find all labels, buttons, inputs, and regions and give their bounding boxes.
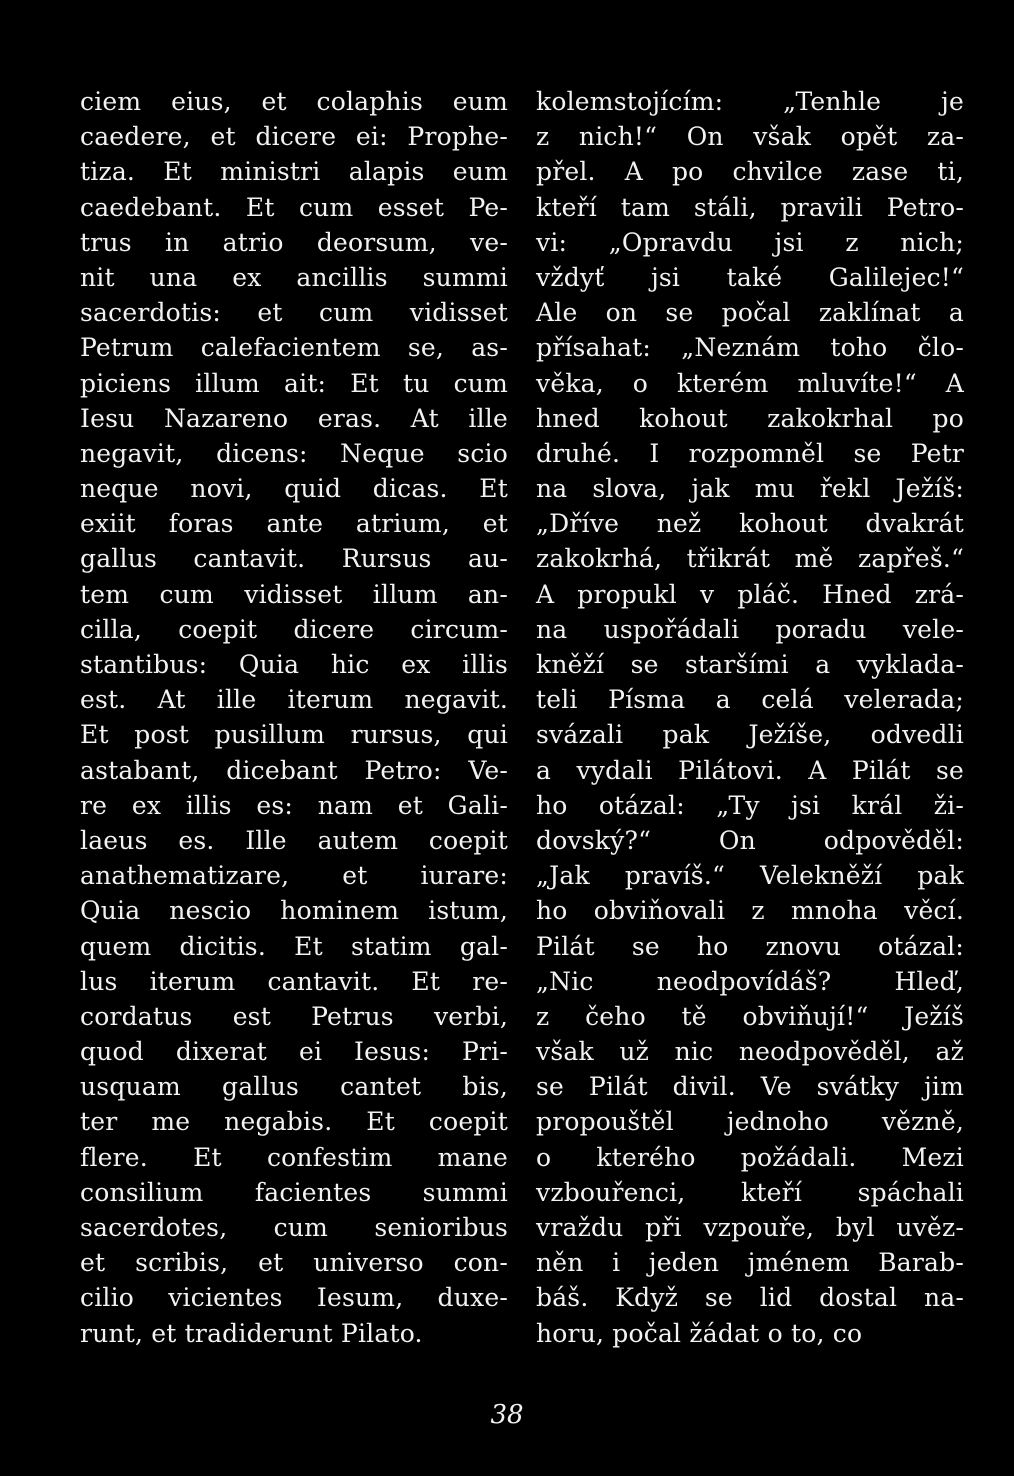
text-line: báš. Když se lid dostal na-: [536, 1283, 964, 1313]
text-line: vždyť jsi také Galilejec!“: [536, 262, 964, 292]
text-line: kněží se staršími a vyklada-: [536, 650, 964, 679]
text-line: z nich!“ On však opět za-: [536, 122, 964, 152]
text-line: piciens illum ait: Et tu cum: [80, 368, 508, 398]
text-line: a vydali Pilátovi. A Pilát se: [536, 755, 964, 785]
text-line: o kterého požádali. Mezi: [536, 1142, 964, 1172]
text-line: laeus es. Ille autem coepit: [80, 825, 508, 855]
text-line: negavit, dicens: Neque scio: [80, 438, 508, 468]
text-line: lus iterum cantavit. Et re-: [80, 966, 508, 996]
text-line: Quia nescio hominem istum,: [80, 896, 508, 926]
text-line: et scribis, et universo con-: [80, 1248, 508, 1278]
text-line: Pilát se ho znovu otázal:: [536, 931, 964, 961]
text-line: Et post pusillum rursus, qui: [80, 720, 508, 750]
text-line: „Nic neodpovídáš? Hleď,: [536, 966, 964, 996]
text-line: A propukl v pláč. Hned zrá-: [536, 579, 964, 609]
text-line: propouštěl jednoho vězně,: [536, 1107, 964, 1137]
text-line: ho otázal: „Ty jsi král ži-: [536, 790, 964, 820]
text-line: ho obviňovali z mnoha věcí.: [536, 896, 964, 926]
text-line: runt, et tradiderunt Pilato.: [80, 1318, 423, 1348]
text-line: Ale on se počal zaklínat a: [536, 298, 964, 328]
text-line: cordatus est Petrus verbi,: [80, 1001, 508, 1031]
page-number: 38: [490, 1400, 524, 1430]
text-line: quem dicitis. Et statim gal-: [80, 931, 508, 961]
text-line: trus in atrio deorsum, ve-: [80, 227, 508, 257]
text-line: caedebant. Et cum esset Pe-: [80, 192, 508, 222]
text-line: Iesu Nazareno eras. At ille: [80, 403, 508, 433]
text-line: však už nic neodpověděl, až: [536, 1037, 964, 1067]
text-line: vzbouřenci, kteří spáchali: [536, 1177, 964, 1207]
text-line: re ex illis es: nam et Gali-: [80, 790, 508, 820]
text-line: na uspořádali poradu vele-: [536, 614, 964, 644]
text-line: druhé. I rozpomněl se Petr: [536, 438, 964, 468]
text-line: caedere, et dicere ei: Prophe-: [80, 122, 508, 152]
text-line: quod dixerat ei Iesus: Pri-: [80, 1037, 508, 1067]
text-line: přísahat: „Neznám toho člo-: [536, 333, 964, 363]
text-line: tem cum vidisset illum an-: [80, 579, 508, 609]
text-line: flere. Et confestim mane: [80, 1142, 508, 1172]
czech-text-column: [536, 84, 964, 1351]
text-line: hned kohout zakokrhal po: [536, 403, 964, 433]
text-line: vraždu při vzpouře, byl uvěz-: [536, 1213, 964, 1242]
text-line: usquam gallus cantet bis,: [80, 1072, 508, 1102]
text-line: nit una ex ancillis summi: [80, 262, 508, 292]
text-line: kteří tam stáli, pravili Petro-: [536, 192, 964, 222]
text-line: věka, o kterém mluvíte!“ A: [536, 368, 964, 398]
text-line: exiit foras ante atrium, et: [80, 509, 508, 539]
text-line: na slova, jak mu řekl Ježíš:: [536, 474, 964, 504]
text-line: cilio vicientes Iesum, duxe-: [80, 1283, 508, 1313]
text-line: gallus cantavit. Rursus au-: [80, 544, 508, 574]
text-line: astabant, dicebant Petro: Ve-: [80, 755, 508, 785]
text-line: consilium facientes summi: [80, 1177, 508, 1207]
text-line: kolemstojícím: „Tenhle je: [536, 87, 964, 116]
text-line: cilla, coepit dicere circum-: [80, 614, 508, 644]
text-line: z čeho tě obviňují!“ Ježíš: [536, 1001, 964, 1031]
text-line: dovský?“ On odpověděl:: [536, 825, 964, 855]
text-line: přel. A po chvilce zase ti,: [536, 157, 964, 187]
text-line: neque novi, quid dicas. Et: [80, 474, 508, 504]
text-line: anathematizare, et iurare:: [80, 861, 508, 891]
text-line: svázali pak Ježíše, odvedli: [536, 720, 964, 750]
text-line: se Pilát divil. Ve svátky jim: [536, 1072, 964, 1102]
text-line: zakokrhá, třikrát mě zapřeš.“: [536, 544, 964, 574]
text-line: „Jak pravíš.“ Velekněží pak: [536, 861, 964, 891]
text-line: teli Písma a celá velerada;: [536, 685, 964, 715]
text-line: něn i jeden jménem Barab-: [536, 1248, 964, 1278]
text-line: sacerdotis: et cum vidisset: [80, 298, 508, 328]
latin-text-column: [80, 84, 508, 1351]
text-line: Petrum calefacientem se, as-: [80, 333, 508, 363]
text-line: vi: „Opravdu jsi z nich;: [536, 227, 964, 257]
text-line: stantibus: Quia hic ex illis: [80, 650, 508, 679]
text-line: sacerdotes, cum senioribus: [80, 1213, 508, 1242]
text-line: ter me negabis. Et coepit: [80, 1107, 508, 1137]
text-line: horu, počal žádat o to, co: [536, 1318, 863, 1348]
text-line: tiza. Et ministri alapis eum: [80, 157, 508, 187]
text-line: ciem eius, et colaphis eum: [80, 87, 508, 116]
text-line: „Dříve než kohout dvakrát: [536, 509, 964, 539]
text-line: est. At ille iterum negavit.: [80, 685, 508, 715]
